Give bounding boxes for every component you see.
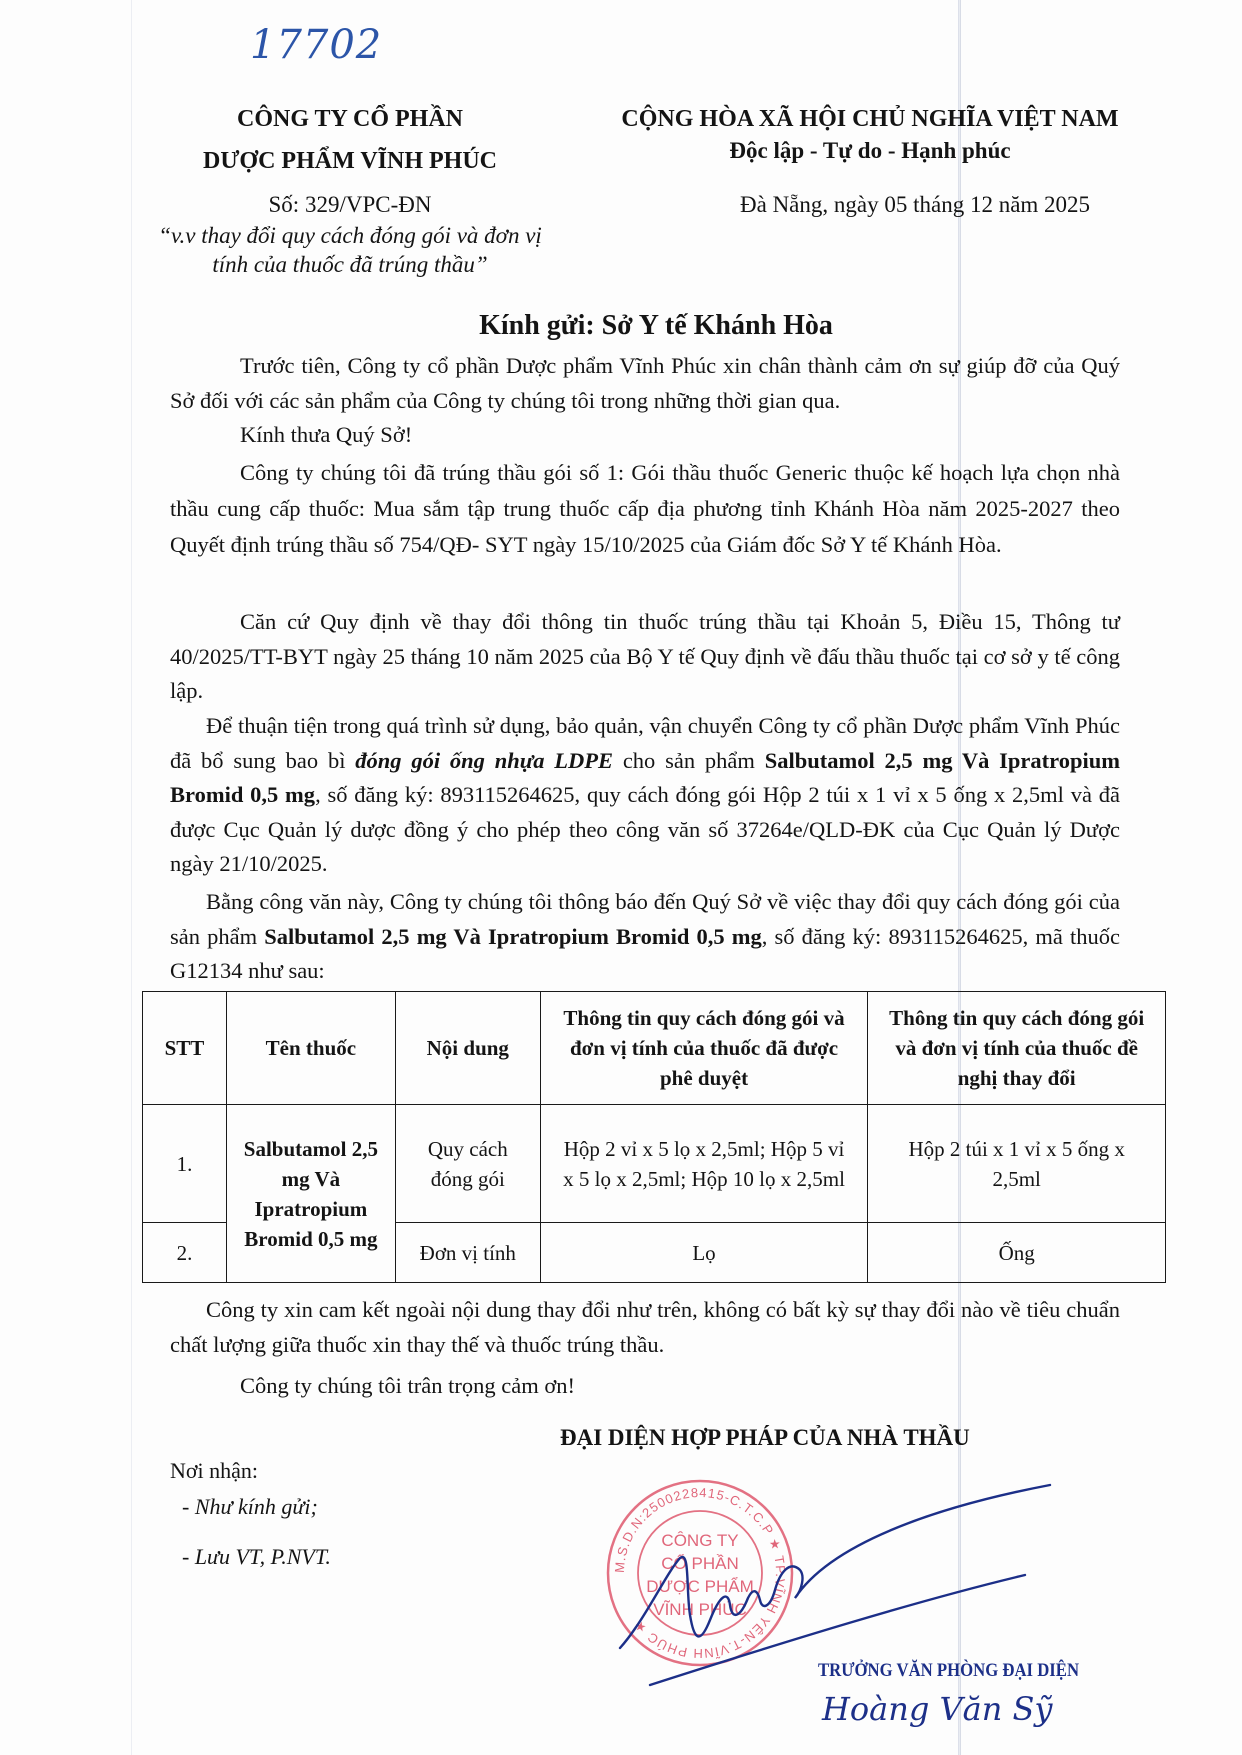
recipient-item: - Như kính gửi; [182, 1494, 318, 1519]
p4-text: cho sản phẩm [613, 747, 765, 773]
packaging-change-table [142, 991, 1166, 1283]
cell-drug-name: Salbutamol 2,5 mg Và Ipratropium Bromid 0,5 mg [226, 1105, 395, 1283]
handwritten-number: 17702 [250, 22, 383, 68]
paragraph-thanks: Trước tiên, Công ty cổ phần Dược phẩm Vĩnh Phúc xin chân thành cảm ơn sự giúp đỡ của Quý Sở đối với các sản phẩm của Công ty chúng tôi trong những thời gian qua. [170, 353, 1120, 413]
seal-center-line: VĨNH PHÚC [653, 1600, 747, 1619]
representative-title: ĐẠI DIỆN HỢP PHÁP CỦA NHÀ THẦU [560, 1425, 970, 1450]
p4-text: Để thuận tiện trong quá trình sử dụng, bảo quản, vận chuyển Công ty cổ phần Dược phẩm Vĩnh Phúc đã bổ sung bao bì [170, 713, 1120, 773]
recipient-item: - Lưu VT, P.NVT. [182, 1544, 331, 1569]
cell-stt: 1. [143, 1105, 227, 1223]
cell-approved: Lọ [540, 1223, 868, 1283]
national-title: CỘNG HÒA XÃ HỘI CHỦ NGHĨA VIỆT NAM [621, 106, 1119, 132]
header-stt: STT [143, 992, 227, 1105]
company-name-line2: DƯỢC PHẨM VĨNH PHÚC [203, 148, 497, 174]
packaging-type: đóng gói ống nhựa LDPE [355, 747, 614, 773]
recipients-block [170, 1453, 331, 1575]
subject-line2: tính của thuốc đã trúng thầu” [212, 252, 488, 277]
scan-artifact [131, 0, 132, 1755]
paragraph-commitment: Công ty xin cam kết ngoài nội dung thay đổi như trên, không có bất kỳ sự thay đổi nào về tiêu chuẩn chất lượng giữa thuốc xin thay thế và thuốc trúng thầu. [170, 1297, 1120, 1357]
paragraph-packaging [170, 709, 1120, 882]
header-content: Nội dung [395, 992, 540, 1105]
place-date: Đà Nẵng, ngày 05 tháng 12 năm 2025 [740, 192, 1091, 217]
seal-center-line: CÔNG TY [661, 1531, 739, 1550]
paragraph-notice [170, 885, 1120, 989]
product-name: Salbutamol 2,5 mg Và Ipratropium Bromid 0,5 mg [170, 747, 1121, 807]
company-name-line1: CÔNG TY CỔ PHẦN [236, 106, 463, 132]
addressee: Kính gửi: Sở Y tế Khánh Hòa [479, 310, 833, 341]
paragraph-tender: Công ty chúng tôi đã trúng thầu gói số 1: Gói thầu thuốc Generic thuộc kế hoạch lựa chọn nhà thầu cung cấp thuốc: Mua sắm tập trung thuốc cấp địa phương tỉnh Khánh Hòa năm 2025-2027 theo Quyết định trúng thầu số 754/QĐ- SYT ngày 15/10/2025 của Giám đốc Sở Y tế Khánh Hòa. [170, 460, 1120, 557]
cell-content: Đơn vị tính [395, 1223, 540, 1283]
cell-proposed: Ống [868, 1223, 1166, 1283]
signer-title: TRƯỞNG VĂN PHÒNG ĐẠI DIỆN [818, 1660, 1080, 1681]
p4-text: , số đăng ký: 893115264625, quy cách đóng gói Hộp 2 túi x 1 vỉ x 5 ống x 2,5ml và đã được Cục Quản lý dược đồng ý cho phép theo công văn số 37264e/QLD-ĐK của Cục Quản lý Dược ngày 21/10/2025. [170, 782, 1120, 876]
seal-ring-text: M.S.D.N:2500228415-C.T.C.P ★ TP.VĨNH YÊN-T.VĨNH PHÚC ★ [611, 1484, 789, 1662]
signer-name: Hoàng Văn Sỹ [822, 1690, 1053, 1728]
cell-content: Quy cách đóng gói [395, 1105, 540, 1223]
cell-approved: Hộp 2 vỉ x 5 lọ x 2,5ml; Hộp 5 vỉ x 5 lọ x 2,5ml; Hộp 10 lọ x 2,5ml [540, 1105, 868, 1223]
cell-stt: 2. [143, 1223, 227, 1283]
closing-thanks: Công ty chúng tôi trân trọng cảm ơn! [240, 1373, 575, 1398]
signature-stroke [620, 1485, 1050, 1648]
table-row [143, 1105, 1166, 1223]
table-header-row [143, 992, 1166, 1105]
greeting: Kính thưa Quý Sở! [240, 422, 413, 447]
document-number: Số: 329/VPC-ĐN [268, 192, 432, 217]
header-proposed: Thông tin quy cách đóng gói và đơn vị tính của thuốc đề nghị thay đổi [868, 992, 1166, 1105]
product-name: Salbutamol 2,5 mg Và Ipratropium Bromid 0,5 mg [264, 923, 762, 949]
subject-line1: “v.v thay đổi quy cách đóng gói và đơn vị [158, 223, 542, 248]
p5-text: Bằng công văn này, Công ty chúng tôi thông báo đến Quý Sở về việc thay đổi quy cách đóng gói của sản phẩm [170, 889, 1120, 949]
header-approved: Thông tin quy cách đóng gói và đơn vị tính của thuốc đã được phê duyệt [540, 992, 868, 1105]
cell-proposed: Hộp 2 túi x 1 vỉ x 5 ống x 2,5ml [868, 1105, 1166, 1223]
seal-center-line: DƯỢC PHẨM [646, 1577, 754, 1596]
paragraph-regulation: Căn cứ Quy định về thay đổi thông tin thuốc trúng thầu tại Khoản 5, Điều 15, Thông tư 40/2025/TT-BYT ngày 25 tháng 10 năm 2025 của Bộ Y tế Quy định về đấu thầu thuốc tại cơ sở y tế công lập. [170, 609, 1120, 703]
seal-center-line: CỔ PHẦN [661, 1554, 739, 1573]
header-drug-name: Tên thuốc [226, 992, 395, 1105]
recipients-label: Nơi nhận: [170, 1458, 259, 1483]
national-motto: Độc lập - Tự do - Hạnh phúc [729, 138, 1011, 163]
p5-text: , số đăng ký: 893115264625, mã thuốc G12134 như sau: [170, 923, 1120, 983]
